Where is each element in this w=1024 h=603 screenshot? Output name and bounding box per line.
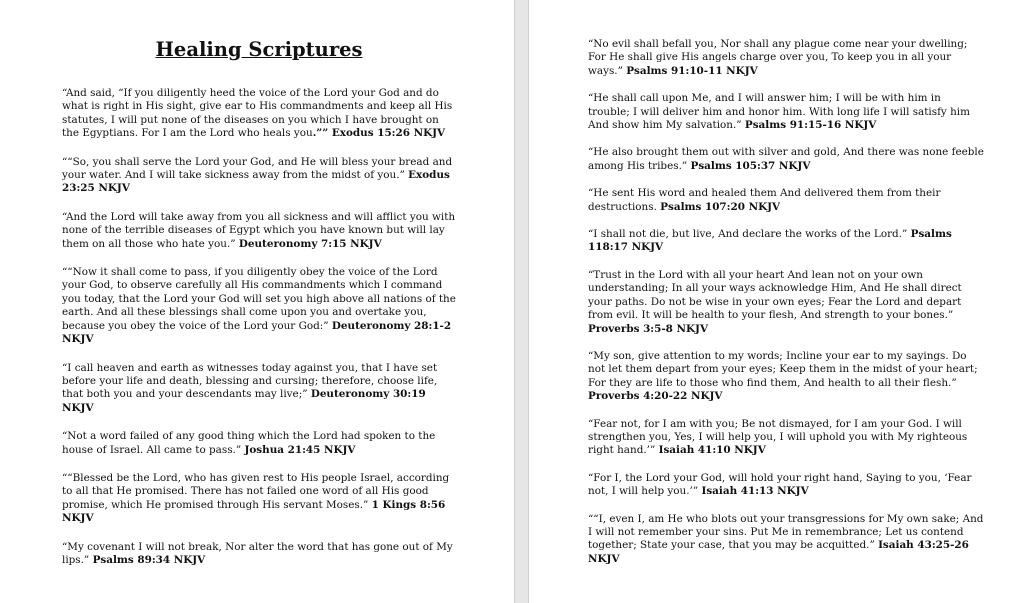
verse-text: “No evil shall befall you, Nor shall any plague come near your dwelling; For He shall give His angels charge over you, To keep you in all your ways.”	[588, 38, 968, 77]
verse-reference: Joshua 21:45 NKJV	[244, 443, 356, 456]
verse-paragraph	[588, 228, 984, 255]
verse-paragraph	[62, 211, 456, 251]
verse-text: ““So, you shall serve the Lord your God, and He will bless your bread and your water. And I will take sickness away from the midst of you.”	[62, 155, 453, 182]
verse-text: “Not a word failed of any good thing which the Lord had spoken to the house of Israel. All came to pass.”	[62, 430, 436, 456]
verse-paragraph	[588, 146, 984, 173]
verse-text: “For I, the Lord your God, will hold your right hand, Saying to you, ‘Fear not, I will help you.’”	[588, 471, 972, 498]
verse-paragraph	[588, 269, 984, 336]
verse-paragraph	[588, 472, 984, 499]
verse-paragraph	[588, 513, 984, 567]
verse-paragraph	[62, 430, 456, 457]
verse-text: “He shall call upon Me, and I will answer him; I will be with him in trouble; I will deliver him and honor him. With long life I will satisfy him And show him My salvation.”	[588, 92, 970, 132]
verse-reference: Exodus 23:25 NKJV	[62, 169, 450, 195]
verse-text: “And the Lord will take away from you all sickness and will afflict you with none of the terrible diseases of Egypt which you have known but will lay them on all those who hate you.”	[62, 210, 456, 250]
verse-reference: Deuteronomy 30:19 NKJV	[62, 388, 426, 414]
verse-paragraph	[588, 418, 984, 458]
verse-paragraph	[588, 38, 984, 78]
verse-paragraph	[62, 87, 456, 141]
verse-reference: Proverbs 3:5-8 NKJV	[588, 322, 709, 335]
verse-text: ““Now it shall come to pass, if you diligently obey the voice of the Lord your God, to observe carefully all His commandments which I command you today, that the Lord your God will set you high above all nations of the earth. And all these blessings shall come upon you and overtake you, because you obey the voice of the Lord your God:”	[62, 266, 456, 332]
verse-reference: Deuteronomy 7:15 NKJV	[238, 237, 382, 250]
verse-text: “He also brought them out with silver and gold, And there was none feeble among His tribes.”	[588, 146, 984, 172]
verse-reference: Psalms 105:37 NKJV	[690, 159, 811, 172]
verse-reference: Isaiah 41:13 NKJV	[701, 485, 809, 498]
verse-paragraph	[62, 472, 456, 526]
verse-paragraph	[588, 350, 984, 404]
verse-reference: Psalms 89:34 NKJV	[92, 553, 206, 566]
verse-reference: Isaiah 43:25-26 NKJV	[588, 539, 969, 565]
verse-text: ““Blessed be the Lord, who has given rest to His people Israel, according to all that He promised. There has not failed one word of all His good promise, which He promised through His servant Moses.”	[62, 471, 450, 511]
verse-list-left	[62, 87, 456, 567]
verse-reference: 1 Kings 8:56 NKJV	[62, 498, 446, 525]
verse-reference: Isaiah 41:10 NKJV	[658, 444, 766, 457]
verse-text: “I shall not die, but live, And declare the works of the Lord.”	[588, 228, 911, 241]
verse-paragraph	[62, 156, 456, 196]
verse-paragraph	[588, 92, 984, 132]
verse-list-right	[588, 38, 984, 566]
verse-text: “He sent His word and healed them And delivered them from their destructions.	[588, 187, 941, 213]
verse-reference: Psalms 91:15-16 NKJV	[744, 119, 877, 132]
verse-paragraph	[62, 266, 456, 346]
verse-reference: Psalms 118:17 NKJV	[588, 228, 952, 254]
verse-paragraph	[62, 541, 456, 568]
verse-reference: Psalms 91:10-11 NKJV	[626, 64, 758, 77]
verse-paragraph	[62, 362, 456, 416]
verse-text: “Trust in the Lord with all your heart And lean not on your own understanding; In all your ways acknowledge Him, And He shall direct your paths. Do not be wise in your own eyes; Fear the Lord and depart from evil. It will be health to your flesh, And strength to your bones.”	[588, 268, 962, 322]
verse-reference: .”” Exodus 15:26 NKJV	[312, 127, 446, 140]
verse-reference: Proverbs 4:20-22 NKJV	[588, 390, 723, 403]
verse-reference: Psalms 107:20 NKJV	[660, 200, 781, 213]
verse-text: “And said, “If you diligently heed the voice of the Lord your God and do what is right in His sight, give ear to His commandments and keep all His statutes, I will put none of the diseases on you which I have brought on the Egyptians. For I am the Lord who heals you	[62, 87, 453, 140]
page-gutter	[514, 0, 529, 603]
verse-text: “Fear not, for I am with you; Be not dismayed, for I am your God. I will strengthen you, Yes, I will help you, I will uphold you with My righteous right hand.’”	[588, 417, 968, 457]
verse-text: ““I, even I, am He who blots out your transgressions for My own sake; And I will not remember your sins. Put Me in remembrance; Let us contend together; State your case, that you may be acquitted.”	[588, 512, 984, 552]
document-page-right	[529, 0, 1024, 603]
verse-paragraph	[588, 187, 984, 214]
verse-text: “I call heaven and earth as witnesses today against you, that I have set before your life and death, blessing and cursing; therefore, choose life, that both you and your descendants may live;”	[62, 361, 438, 401]
verse-text: “My covenant I will not break, Nor alter the word that has gone out of My lips.”	[62, 540, 453, 566]
verse-text: “My son, give attention to my words; Incline your ear to my sayings. Do not let them depart from your eyes; Keep them in the midst of your heart; For they are life to those who find them, And health to all their flesh.”	[588, 349, 978, 389]
verse-reference: Deuteronomy 28:1-2 NKJV	[62, 319, 452, 346]
page-title: Healing Scriptures	[155, 38, 363, 61]
